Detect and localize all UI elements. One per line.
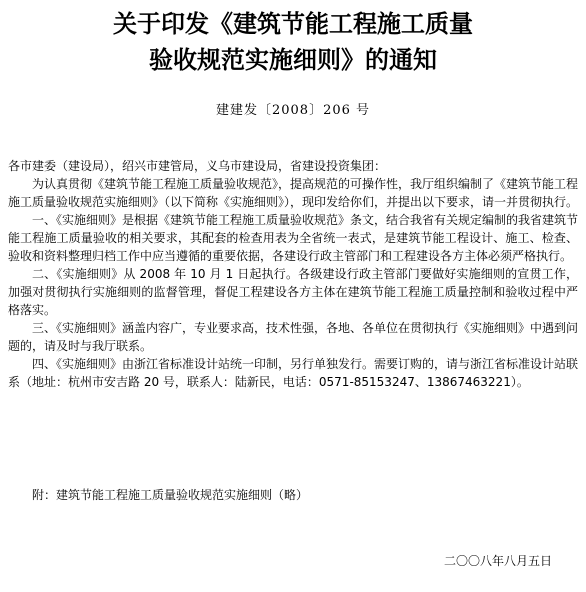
- attachment-note: 附：建筑节能工程施工质量验收规范实施细则（略）: [32, 488, 309, 502]
- title-line-2: 验收规范实施细则》的通知: [149, 45, 437, 74]
- salutation: 各市建委（建设局），绍兴市建管局，义乌市建设局，省建设投资集团：: [8, 159, 387, 173]
- paragraph-item-1: 一、《实施细则》是根据《建筑节能工程施工质量验收规范》条文，结合我省有关规定编制的我省建筑节能工程施工质量验收的相关要求，其配套的检查用表为全省统一表式，是建筑节能工程设计、施工、检查、验收和资料整理归档工作中应当遵循的重要依据，各建设行政主管部门和工程建设各方主体必须严格执行。: [8, 213, 579, 263]
- paragraph-item-3: 三、《实施细则》涵盖内容广，专业要求高，技术性强，各地、各单位在贯彻执行《实施细则》中遇到问题的，请及时与我厅联系。: [8, 321, 579, 353]
- document-number: 建建发〔2008〕206 号: [215, 103, 371, 118]
- issue-date: 二〇〇八年八月五日: [443, 554, 552, 568]
- paragraph-item-2: 二、《实施细则》从 2008 年 10 月 1 日起执行。各级建设行政主管部门要做好实施细则的宣贯工作，加强对贯彻执行实施细则的监督管理，督促工程建设各方主体在建筑节能工程施工质量控制和验收过程中严格落实。: [8, 267, 578, 317]
- paragraph-intro: 为认真贯彻《建筑节能工程施工质量验收规范》，提高规范的可操作性，我厅组织编制了《建筑节能工程施工质量验收规范实施细则》（以下简称《实施细则》），现印发给你们，并提出以下要求，请一并贯彻执行。: [8, 177, 579, 209]
- paragraph-item-4: 四、《实施细则》由浙江省标准设计站统一印制，另行单独发行。需要订购的，请与浙江省标准设计站联系（地址：杭州市安吉路 20 号，联系人：陆新民，电话：0571-85153247、13867463221）。: [8, 357, 579, 389]
- document-body: [8, 157, 578, 391]
- document-title: [0, 6, 586, 78]
- title-line-1: 关于印发《建筑节能工程施工质量: [113, 9, 473, 38]
